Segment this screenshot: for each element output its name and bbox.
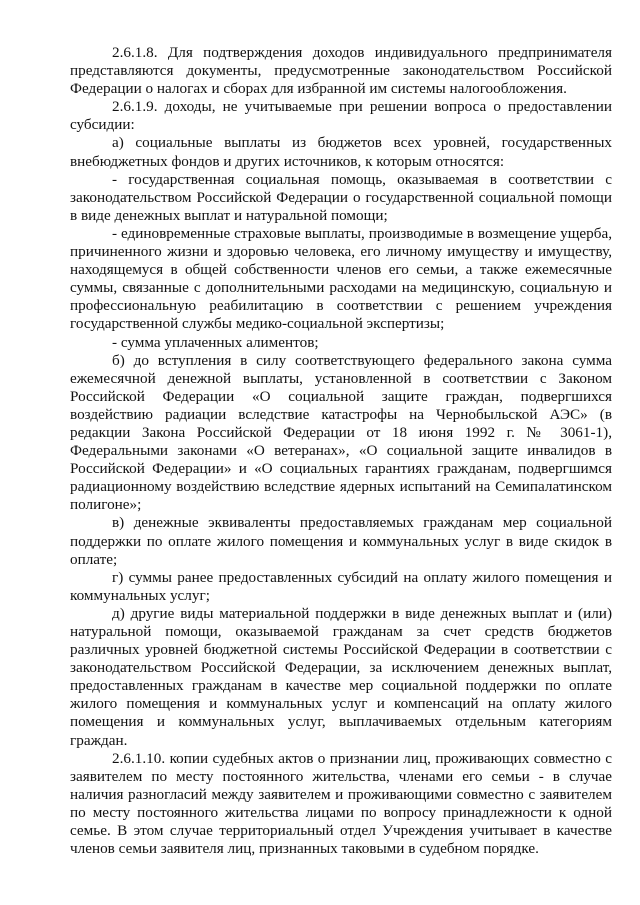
- paragraph-item-b: б) до вступления в силу соответствующего федерального закона сумма ежемесячной денежной выплаты, установленной в соответствии с Законом Российской Федерации «О социальной защите граждан, подвергшихся воздействию радиации вследствие катастрофы на Чернобыльской АЭС» (в редакции Закона Российской Федерации от 18 июня 1992 г. № 3061-1), Федеральными законами «О ветеранах», «О социальной защите инвалидов в Российской Федерации» и «О социальных гарантиях гражданам, подвергшимся радиационному воздействию вследствие ядерных испытаний на Семипалатинском полигоне»;: [70, 351, 612, 514]
- paragraph-item-a: а) социальные выплаты из бюджетов всех уровней, государственных внебюджетных фондов и других источников, к которым относятся:: [70, 134, 612, 170]
- paragraph-2-6-1-8: 2.6.1.8. Для подтверждения доходов индивидуального предпринимателя представляются документы, предусмотренные законодательством Российской Федерации о налогах и сборах для избранной им системы налогообложения.: [70, 44, 612, 98]
- paragraph-insurance-payments: - единовременные страховые выплаты, производимые в возмещение ущерба, причиненного жизни и здоровью человека, его личному имуществу и имуществу, находящемуся в общей собственности членов его семьи, а также ежемесячные суммы, связанные с дополнительными расходами на медицинскую, социальную и профессиональную реабилитацию в соответствии с решением учреждения государственной службы медико-социальной экспертизы;: [70, 224, 612, 333]
- paragraph-item-g: г) суммы ранее предоставленных субсидий на оплату жилого помещения и коммунальных услуг;: [70, 568, 612, 604]
- document-page: [70, 44, 612, 858]
- paragraph-alimony: - сумма уплаченных алиментов;: [112, 333, 319, 351]
- paragraph-2-6-1-10: 2.6.1.10. копии судебных актов о признании лиц, проживающих совместно с заявителем по месту постоянного жительства, членами его семьи - в случае наличия разногласий между заявителем и проживающими совместно с заявителем по месту постоянного жительства лицами по вопросу принадлежности к одной семье. В этом случае территориальный отдел Учреждения учитывает в качестве членов семьи заявителя лиц, признанных таковыми в судебном порядке.: [70, 749, 612, 858]
- paragraph-2-6-1-9: 2.6.1.9. доходы, не учитываемые при решении вопроса о предоставлении субсидии:: [70, 98, 612, 134]
- paragraph-item-d: д) другие виды материальной поддержки в виде денежных выплат и (или) натуральной помощи, оказываемой гражданам за счет средств бюджетов различных уровней бюджетной системы Российской Федерации в соответствии с законодательством Российской Федерации, за исключением денежных выплат, предоставленных гражданам в качестве мер социальной поддержки по оплате жилого помещения и коммунальных услуг и компенсаций на оплату жилого помещения и коммунальных услуг, выплачиваемых отдельным категориям граждан.: [70, 604, 612, 749]
- paragraph-item-v: в) денежные эквиваленты предоставляемых гражданам мер социальной поддержки по оплате жилого помещения и коммунальных услуг в виде скидок в оплате;: [70, 514, 612, 568]
- paragraph-state-social-aid: - государственная социальная помощь, оказываемая в соответствии с законодательством Российской Федерации о государственной социальной помощи в виде денежных выплат и натуральной помощи;: [70, 170, 612, 224]
